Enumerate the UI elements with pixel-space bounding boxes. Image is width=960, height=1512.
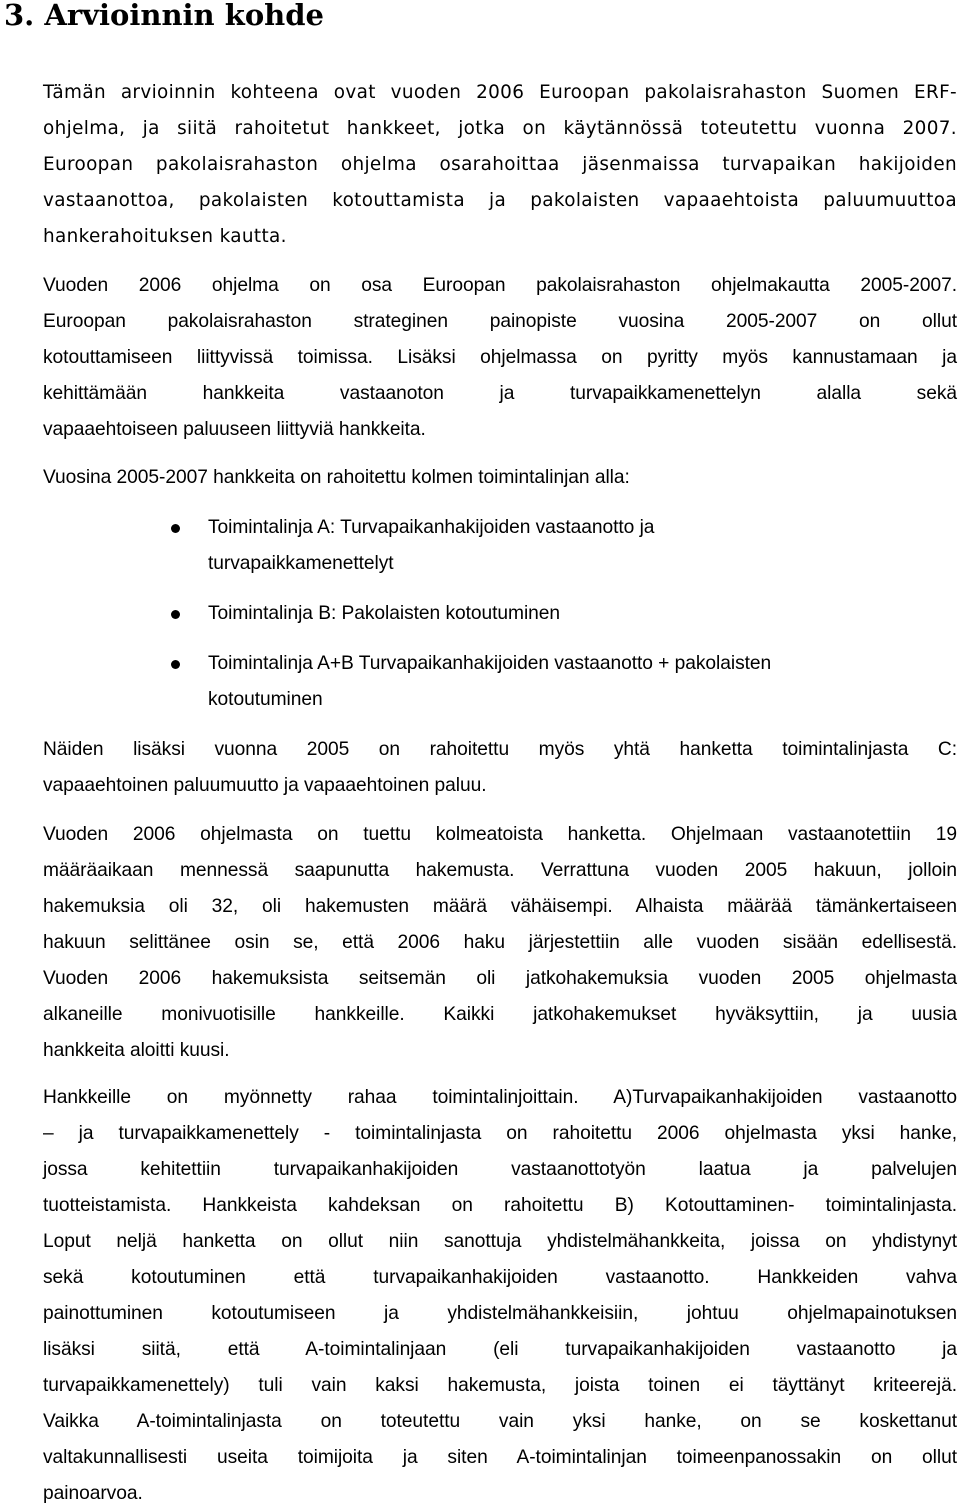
text-line: Euroopan pakolaisrahaston strateginen painopiste vuosina 2005-2007 on ollut <box>43 311 957 332</box>
list-item-text <box>208 646 948 718</box>
text-line: vapaaehtoiseen paluuseen liittyviä hankkeita. <box>43 419 426 440</box>
text-line: vapaaehtoinen paluumuutto ja vapaaehtoinen paluu. <box>43 775 487 796</box>
paragraph-funding-allocation <box>43 1080 957 1512</box>
text-line: – ja turvapaikkamenettely - toimintalinjasta on rahoitettu 2006 ohjelmasta yksi hanke, <box>43 1123 957 1144</box>
list-item-text <box>208 510 948 582</box>
list-item-text <box>208 596 948 632</box>
section-heading: 3. Arvioinnin kohde <box>4 0 324 32</box>
text-line: hankkeita aloitti kuusi. <box>43 1040 230 1061</box>
text-line: määräaikaan mennessä saapunutta hakemusta. Verrattuna vuoden 2005 hakuun, jolloin <box>43 860 957 881</box>
paragraph-programme-period <box>43 268 957 448</box>
text-line: kotouttamiseen liittyvissä toimissa. Lisäksi ohjelmassa on pyritty myös kannustamaan ja <box>43 347 957 368</box>
bullet-icon <box>171 660 180 669</box>
bullet-icon <box>171 524 180 533</box>
text-line: jossa kehitettiin turvapaikanhakijoiden vastaanottotyön laatua ja palvelujen <box>43 1159 957 1180</box>
text-line: valtakunnallisesti useita toimijoita ja siten A-toimintalinjan toimeenpanossakin on ollut <box>43 1447 957 1468</box>
text-line: Vuoden 2006 ohjelmasta on tuettu kolmeatoista hanketta. Ohjelmaan vastaanotettiin 19 <box>43 824 957 845</box>
text-line: Vuoden 2006 ohjelma on osa Euroopan pakolaisrahaston ohjelmakautta 2005-2007. <box>43 275 957 296</box>
text-line: hankerahoituksen kautta. <box>43 226 287 247</box>
text-line: Loput neljä hanketta on ollut niin sanottuja yhdistelmähankkeita, joissa on yhdistynyt <box>43 1231 957 1252</box>
text-line: Vuosina 2005-2007 hankkeita on rahoitettu kolmen toimintalinjan alla: <box>43 467 630 488</box>
text-line: alkaneille monivuotisille hankkeille. Kaikki jatkohakemukset hyväksyttiin, ja uusia <box>43 1004 957 1025</box>
paragraph-evaluation-target <box>43 75 957 255</box>
text-line: Toimintalinja A+B Turvapaikanhakijoiden vastaanotto + pakolaisten <box>208 653 772 674</box>
text-line: turvapaikkamenettelyt <box>208 553 394 574</box>
text-line: hakemuksia oli 32, oli hakemusten määrä vähäisempi. Alhaista määrää tämänkertaiseen <box>43 896 957 917</box>
text-line: painoarvoa. <box>43 1483 143 1504</box>
text-line: lisäksi siitä, että A-toimintalinjaan (eli turvapaikanhakijoiden vastaanotto ja <box>43 1339 957 1360</box>
text-line: Toimintalinja A: Turvapaikanhakijoiden vastaanotto ja <box>208 517 655 538</box>
text-line: Vuoden 2006 hakemuksista seitsemän oli jatkohakemuksia vuoden 2005 ohjelmasta <box>43 968 957 989</box>
text-line: ohjelma, ja siitä rahoitetut hankkeet, jotka on käytännössä toteutettu vuonna 2007. <box>43 118 957 139</box>
text-line: painottuminen kotoutumiseen ja yhdistelmähankkeisiin, johtuu ohjelmapainotuksen <box>43 1303 957 1324</box>
text-line: tuotteistamista. Hankkeista kahdeksan on rahoitettu B) Kotouttaminen- toimintalinjasta. <box>43 1195 957 1216</box>
paragraph-applications <box>43 817 957 1069</box>
bullet-icon <box>171 610 180 619</box>
text-line: Näiden lisäksi vuonna 2005 on rahoitettu myös yhtä hanketta toimintalinjasta C: <box>43 739 957 760</box>
text-line: kehittämään hankkeita vastaanoton ja turvapaikkamenettelyn alalla sekä <box>43 383 957 404</box>
text-line: Vaikka A-toimintalinjasta on toteutettu vain yksi hanke, on se koskettanut <box>43 1411 957 1432</box>
text-line: Tämän arvioinnin kohteena ovat vuoden 2006 Euroopan pakolaisrahaston Suomen ERF- <box>43 82 957 103</box>
text-line: Euroopan pakolaisrahaston ohjelma osarahoittaa jäsenmaissa turvapaikan hakijoiden <box>43 154 957 175</box>
text-line: kotoutuminen <box>208 689 323 710</box>
text-line: vastaanottoa, pakolaisten kotouttamista ja pakolaisten vapaaehtoista paluumuuttoa <box>43 190 957 211</box>
text-line: Hankkeille on myönnetty rahaa toimintalinjoittain. A)Turvapaikanhakijoiden vastaanotto <box>43 1087 957 1108</box>
paragraph-line-c <box>43 732 957 804</box>
text-line: Toimintalinja B: Pakolaisten kotoutuminen <box>208 603 561 624</box>
text-line: turvapaikkamenettely) tuli vain kaksi hakemusta, joista toinen ei täyttänyt kriteerejä. <box>43 1375 957 1396</box>
text-line: sekä kotoutuminen että turvapaikanhakijoiden vastaanotto. Hankkeiden vahva <box>43 1267 957 1288</box>
paragraph-funding-lines-intro <box>43 460 957 496</box>
text-line: hakuun selittänee osin se, että 2006 haku järjestettiin alle vuoden sisään edellisestä. <box>43 932 957 953</box>
